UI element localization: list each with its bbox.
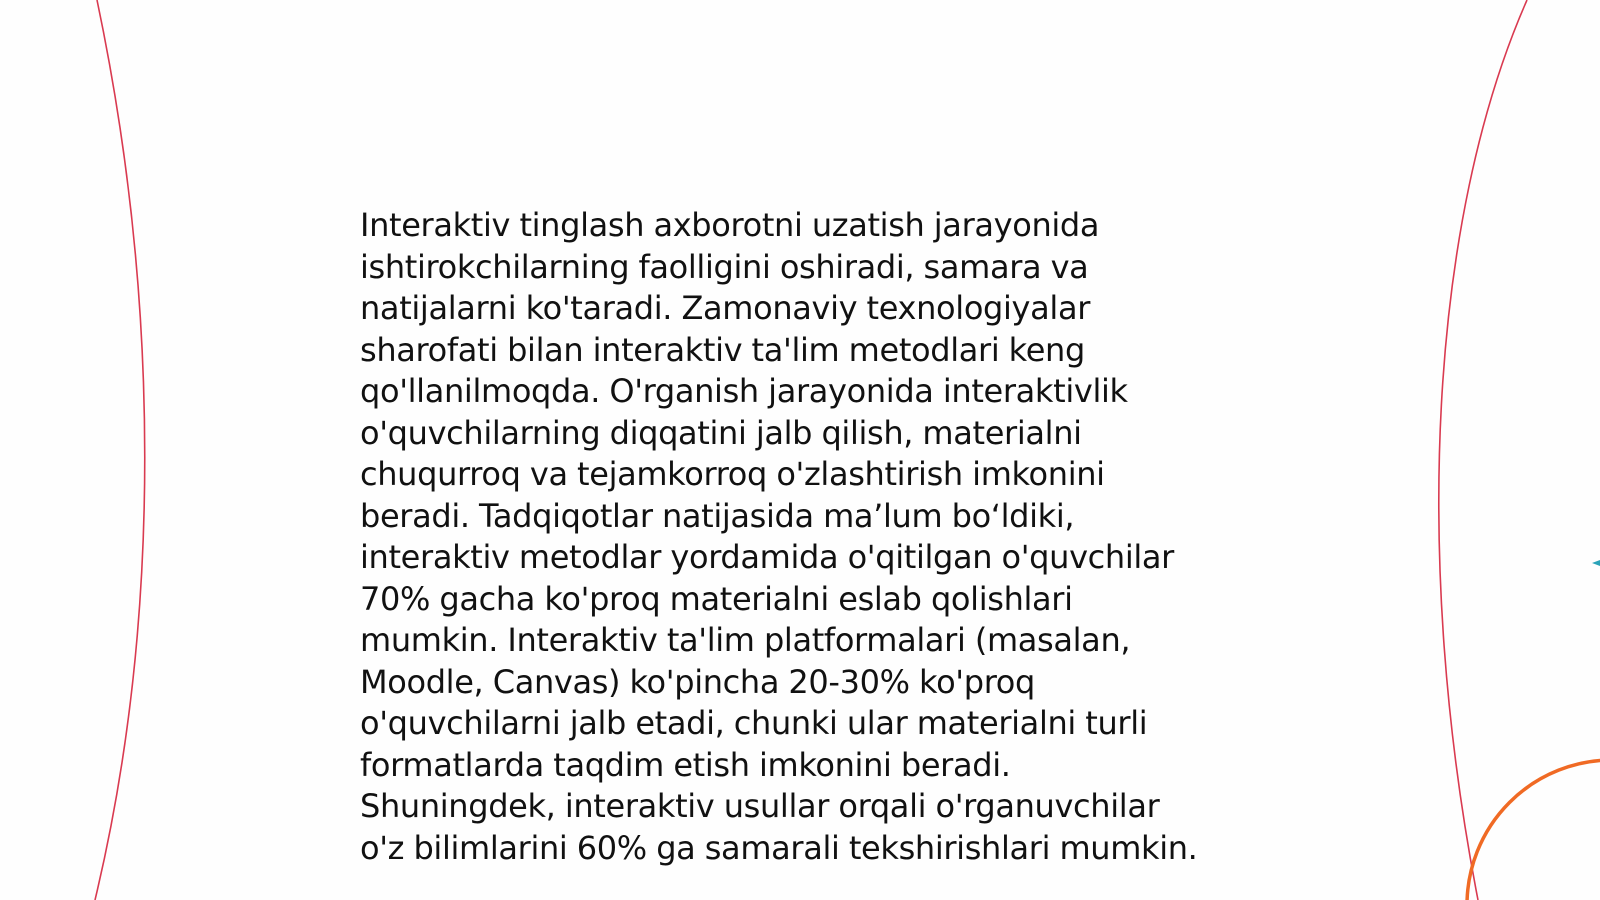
body-text-line: Interaktiv tinglash axborotni uzatish jarayonida: [360, 206, 1100, 244]
body-text-line: ishtirokchilarning faolligini oshiradi, samara va: [360, 247, 1089, 286]
orange-arc-shape: [1467, 760, 1600, 900]
body-text-line: natijalarni ko'taradi. Zamonaviy texnologiyalar: [360, 289, 1091, 327]
body-text-line: o'quvchilarni jalb etadi, chunki ular materialni turli: [360, 704, 1148, 742]
body-text-line: Moodle, Canvas) ko'pincha 20-30% ko'proq: [360, 662, 1036, 701]
body-text-line: Shuningdek, interaktiv usullar orqali o'rganuvchilar: [360, 787, 1160, 825]
body-text-line: formatlarda taqdim etish imkonini beradi.: [360, 745, 1011, 784]
body-text-line: o'quvchilarning diqqatini jalb qilish, materialni: [360, 413, 1082, 452]
body-text-line: interaktiv metodlar yordamida o'qitilgan o'quvchilar: [360, 538, 1174, 576]
body-text-line: 70% gacha ko'proq materialni eslab qolishlari: [360, 579, 1073, 618]
left-decorative-curve: [95, 0, 145, 900]
body-text-line: chuqurroq va tejamkorroq o'zlashtirish imkonini: [360, 455, 1105, 493]
slide-body-text: [360, 205, 1240, 869]
body-text-line: mumkin. Interaktiv ta'lim platformalari (masalan,: [360, 621, 1131, 659]
body-text-line: o'z bilimlarini 60% ga samarali tekshirishlari mumkin.: [360, 828, 1198, 867]
right-decorative-curve: [1439, 0, 1527, 900]
body-text-line: qo'llanilmoqda. O'rganish jarayonida interaktivlik: [360, 372, 1128, 410]
body-text-line: sharofati bilan interaktiv ta'lim metodlari keng: [360, 330, 1085, 369]
body-text-line: beradi. Tadqiqotlar natijasida maʼlum boʻldiki,: [360, 496, 1075, 535]
teal-accent-mark: [1592, 560, 1600, 566]
